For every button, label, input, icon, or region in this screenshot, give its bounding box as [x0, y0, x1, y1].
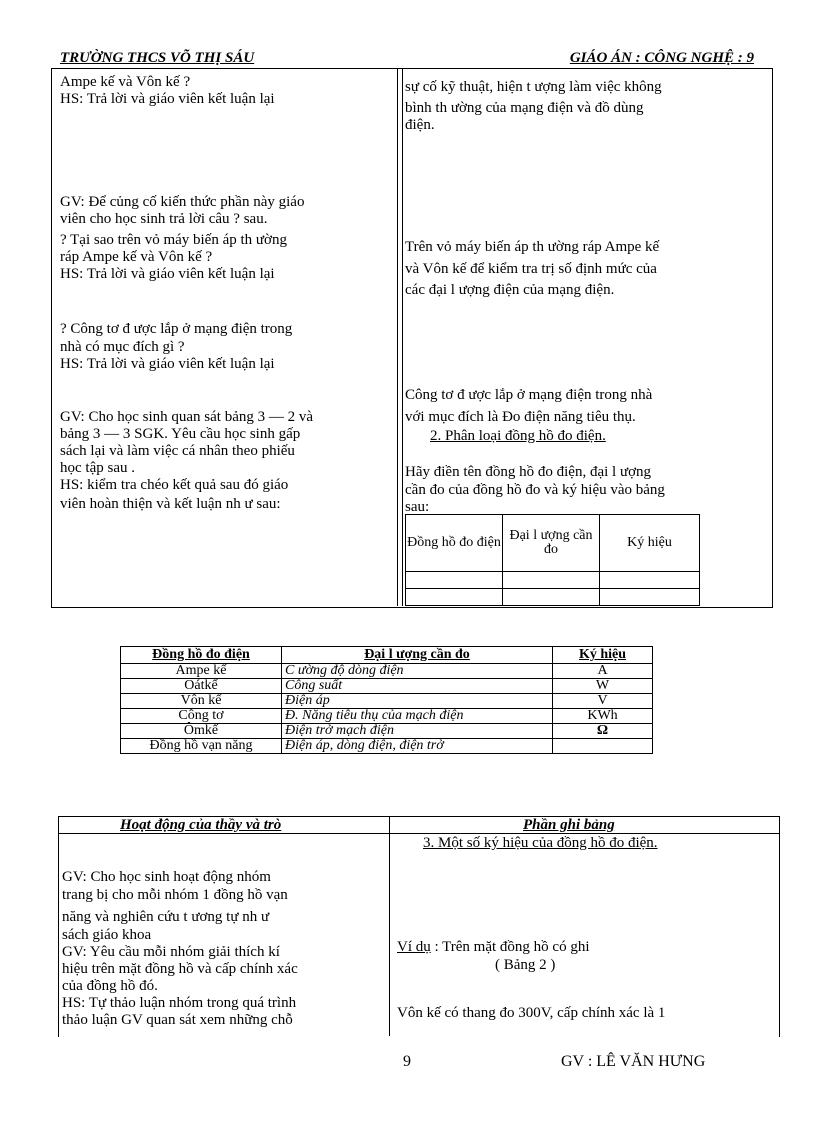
cell-meter: Ômkế [121, 724, 282, 739]
cell-meter: Vôn kế [121, 694, 282, 709]
column-divider-2 [402, 69, 403, 606]
left-line: HS: Tự thảo luận nhóm trong quá trình [62, 995, 297, 1011]
blank-cell [503, 589, 600, 606]
column-header: Đại l ượng cần đo [282, 647, 553, 664]
right-line: và Vôn kế để kiểm tra trị số định mức của [405, 261, 657, 277]
right-line: Vôn kế có thang đo 300V, cấp chính xác là 1 [397, 1005, 666, 1021]
worksheet-header: Đồng hồ đo điện [406, 515, 503, 572]
left-line: học tập sau . [60, 460, 135, 476]
left-line: của đồng hồ đó. [62, 978, 158, 994]
cell-meter: Oátkế [121, 679, 282, 694]
example-line [397, 940, 590, 955]
teacher-name: GV : LÊ VĂN HƯNG [561, 1053, 706, 1070]
table-row [121, 724, 653, 739]
left-line: năng và nghiên cứu t ương tự nh ư [62, 909, 270, 925]
left-line: Ampe kế và Vôn kế ? [60, 74, 191, 90]
worksheet-header: Đại l ượng cần đo [503, 515, 600, 572]
board-column-header: Phần ghi bảng [523, 817, 615, 833]
left-line: GV: Yêu cầu mỗi nhóm giải thích kí [62, 944, 280, 960]
left-line: HS: Trả lời và giáo viên kết luận lại [60, 266, 275, 282]
table-row [121, 694, 653, 709]
left-line: viên cho học sinh trả lời câu ? sau. [60, 211, 268, 227]
right-line: cần đo của đồng hồ đo và ký hiệu vào bảng [405, 482, 665, 498]
right-line: bình th ường của mạng điện và đồ dùng [405, 100, 644, 116]
left-line: viên hoàn thiện và kết luận nh ư sau: [60, 496, 281, 512]
column-divider [389, 817, 390, 1036]
cell-symbol: V [553, 694, 653, 709]
left-line: sách giáo khoa [62, 927, 152, 943]
table-row [121, 709, 653, 724]
blank-cell [600, 572, 700, 589]
cell-meter: Công tơ [121, 709, 282, 724]
page-number: 9 [403, 1053, 411, 1070]
cell-symbol [553, 739, 653, 754]
column-header: Ký hiệu [553, 647, 653, 664]
cell-quantity: C ường độ dòng điện [282, 664, 553, 679]
right-line: Trên vỏ máy biến áp th ường ráp Ampe kế [405, 239, 660, 255]
left-line: GV: Để củng cố kiến thức phần này giáo [60, 194, 305, 210]
page-header [58, 50, 756, 69]
right-line: Công tơ đ ược lắp ở mạng điện trong nhà [405, 387, 653, 403]
school-name: TRƯỜNG THCS VÕ THỊ SÁU [60, 50, 255, 66]
left-line: sách lại và làm việc cá nhân theo phiếu [60, 443, 295, 459]
left-line: ? Công tơ đ ược lắp ở mạng điện trong [60, 321, 293, 337]
worksheet-header: Ký hiệu [600, 515, 700, 572]
left-line: trang bị cho mỗi nhóm 1 đồng hồ vạn [62, 887, 288, 903]
worksheet-table [405, 514, 700, 606]
cell-symbol: Ω [553, 724, 653, 739]
left-line: HS: Trả lời và giáo viên kết luận lại [60, 91, 275, 107]
cell-meter: Ampe kế [121, 664, 282, 679]
table-row [121, 739, 653, 754]
subject-title: GIÁO ÁN : CÔNG NGHỆ : 9 [569, 50, 754, 66]
cell-quantity: Điện áp [282, 694, 553, 709]
activity-column-header: Hoạt động của thầy và trò [120, 817, 282, 833]
right-line: với mục đích là Đo điện năng tiêu thụ. [405, 409, 636, 425]
table-header-row [121, 647, 653, 664]
left-line: ráp Ampe kế và Vôn kế ? [60, 249, 213, 265]
example-label: Ví dụ [397, 939, 431, 955]
blank-cell [406, 589, 503, 606]
right-line: sau: [405, 499, 430, 515]
cell-quantity: Điện trở mạch điện [282, 724, 553, 739]
left-line: ? Tại sao trên vỏ máy biến áp th ường [60, 232, 287, 248]
section-3-title: 3. Một số ký hiệu của đồng hồ đo điện. [423, 835, 658, 851]
right-line: điện. [405, 117, 435, 133]
left-line: GV: Cho học sinh hoạt động nhóm [62, 869, 271, 885]
cell-quantity: Điện áp, dòng điện, điện trở [282, 739, 553, 754]
right-line: sự cố kỹ thuật, hiện t ượng làm việc không [405, 79, 662, 95]
column-header: Đồng hồ đo điện [121, 647, 282, 664]
cell-quantity: Công suất [282, 679, 553, 694]
blank-cell [503, 572, 600, 589]
meter-reference-table [120, 646, 653, 754]
left-line: GV: Cho học sinh quan sát bảng 3 — 2 và [60, 409, 314, 425]
left-line: bảng 3 — 3 SGK. Yêu cầu học sinh gấp [60, 426, 301, 442]
example-text: : Trên mặt đồng hồ có ghi [430, 939, 590, 955]
column-divider [397, 69, 398, 606]
left-line: thảo luận GV quan sát xem những chỗ [62, 1012, 293, 1028]
cell-symbol: KWh [553, 709, 653, 724]
blank-cell [406, 572, 503, 589]
left-line: HS: kiểm tra chéo kết quả sau đó giáo [60, 477, 289, 493]
left-line: HS: Trả lời và giáo viên kết luận lại [60, 356, 275, 372]
table-row [121, 679, 653, 694]
cell-meter: Đồng hồ vạn năng [121, 739, 282, 754]
blank-cell [600, 589, 700, 606]
table-reference: ( Bảng 2 ) [495, 957, 556, 973]
left-line: nhà có mục đích gì ? [60, 339, 185, 355]
header-divider [58, 833, 780, 834]
cell-quantity: Đ. Năng tiêu thụ của mạch điện [282, 709, 553, 724]
table-row [121, 664, 653, 679]
right-line: Hãy điền tên đồng hồ đo điện, đại l ượng [405, 464, 652, 480]
right-line: các đại l ượng điện của mạng điện. [405, 282, 615, 298]
cell-symbol: W [553, 679, 653, 694]
left-line: hiệu trên mặt đồng hồ và cấp chính xác [62, 961, 298, 977]
cell-symbol: A [553, 664, 653, 679]
section-2-title: 2. Phân loại đồng hồ đo điện. [430, 428, 606, 444]
